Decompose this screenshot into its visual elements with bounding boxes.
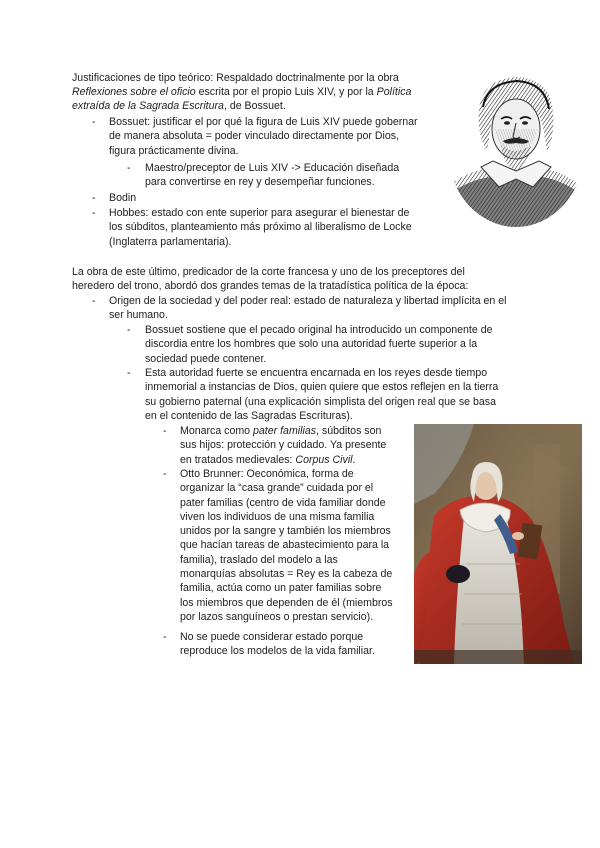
list-item-pecado: Bossuet sostiene que el pecado original ha introducido un componente de discordia entre los hombres que solo una autoridad fuerte superior a la sociedad puede contener. bbox=[145, 324, 493, 365]
bullet-dash: - bbox=[163, 631, 167, 643]
bullet-dash: - bbox=[127, 367, 131, 379]
list-item-autoridad: Esta autoridad fuerte se encuentra encarnada en los reyes desde tiempo inmemorial a instancias de Dios, quien quiere que estos reflejen en la tierra su gobierno paternal (una explicación simplista del origen real que se basa en el contenido de las Sagradas Escrituras). bbox=[145, 367, 499, 422]
bossuet-painting-image bbox=[414, 424, 582, 664]
list-item-pater-familias: Monarca como pater familias, súbditos son sus hijos: protección y cuidado. Ya presente en tratados medievales: Corpus Civil. bbox=[180, 425, 387, 466]
bossuet-engraving-portrait bbox=[447, 67, 585, 227]
bullet-dash: - bbox=[127, 162, 131, 174]
intro-line-3: extraída de la Sagrada Escritura, de Bossuet. bbox=[72, 100, 286, 112]
list-item-bodin: Bodin bbox=[109, 192, 137, 204]
bullet-dash: - bbox=[92, 192, 96, 204]
bossuet-painting bbox=[414, 424, 582, 664]
intro-line-2: Reflexiones sobre el oficio escrita por el propio Luis XIV, y por la Política bbox=[72, 86, 412, 98]
bullet-dash: - bbox=[163, 468, 167, 480]
list-item-otto-brunner: Otto Brunner: Oeconómica, forma de organizar la “casa grande” cuidada por el pater familias (centro de vida familiar donde viven los individuos de una misma familia unidos por la sangre y también los miembros que hacían tareas de abastecimiento para la familia), traslado del modelo a las monarquías absolutas = Rey es la cabeza de familia, actúa como un pater familias sobre los miembros que dependen de él (miembros por lazos sanguíneos o prestan servicio). bbox=[180, 468, 393, 623]
bullet-dash: - bbox=[92, 207, 96, 219]
list-item-hobbes: Hobbes: estado con ente superior para asegurar el bienestar de los súbditos, planteamiento más próximo al liberalismo de Locke (Inglaterra parlamentaria). bbox=[109, 207, 412, 248]
bullet-dash: - bbox=[92, 295, 96, 307]
bullet-dash: - bbox=[127, 324, 131, 336]
bossuet-engraving-image bbox=[447, 67, 585, 227]
list-item-origen: Origen de la sociedad y del poder real: estado de naturaleza y libertad implícita en el ser humano. bbox=[109, 295, 507, 322]
list-item-maestro: Maestro/preceptor de Luis XIV -> Educación diseñada para convertirse en rey y desempeñar funciones. bbox=[145, 162, 400, 189]
bullet-dash: - bbox=[92, 116, 96, 128]
list-item-no-estado: No se puede considerar estado porque reproduce los modelos de la vida familiar. bbox=[180, 631, 375, 658]
list-item-bossuet: Bossuet: justificar el por qué la figura de Luis XIV puede gobernar de manera absoluta = poder vinculado directamente por Dios, figura prácticamente divina. bbox=[109, 116, 418, 157]
intro-line-1: Justificaciones de tipo teórico: Respaldado doctrinalmente por la obra bbox=[72, 72, 399, 84]
bullet-dash: - bbox=[163, 425, 167, 437]
section2-intro: La obra de este último, predicador de la corte francesa y uno de los preceptores del heredero del trono, abordó dos grandes temas de la tratadística política de la época: bbox=[72, 266, 469, 293]
